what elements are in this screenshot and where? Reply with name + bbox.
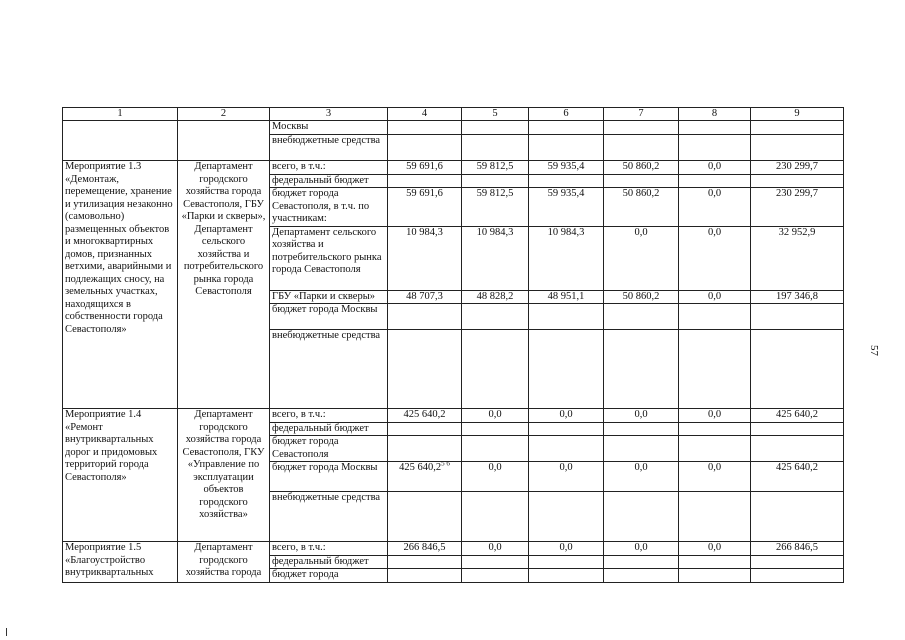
value-cell: 0,0	[679, 290, 751, 304]
funding-source: федеральный бюджет	[270, 555, 388, 569]
header-cell: 3	[270, 108, 388, 121]
value-cell: 0,0	[679, 188, 751, 227]
activity-cell	[63, 121, 178, 161]
funding-source: бюджет города Севастополя	[270, 436, 388, 462]
value-cell	[388, 462, 462, 492]
header-cell: 5	[462, 108, 529, 121]
value-cell: 0,0	[529, 542, 604, 556]
value-cell: 0,0	[604, 542, 679, 556]
header-cell: 8	[679, 108, 751, 121]
value-cell: 48 951,1	[529, 290, 604, 304]
value-cell: 59 935,4	[529, 188, 604, 227]
executor-name: Департамент городского хозяйства города	[178, 542, 270, 583]
budget-table	[62, 107, 844, 583]
value-cell: 197 346,8	[751, 290, 844, 304]
funding-source: ГБУ «Парки и скверы»	[270, 290, 388, 304]
value-cell: 59 812,5	[462, 161, 529, 175]
table-row	[63, 161, 844, 175]
value-cell: 0,0	[604, 226, 679, 290]
funding-source: Москвы	[270, 121, 388, 135]
value-cell: 0,0	[679, 542, 751, 556]
funding-source: Департамент сельского хозяйства и потребительского рынка города Севастополя	[270, 226, 388, 290]
header-cell: 9	[751, 108, 844, 121]
scan-mark	[6, 628, 7, 636]
activity-title: Мероприятие 1.5 «Благоустройство внутриквартальных	[63, 542, 178, 583]
funding-source: внебюджетные средства	[270, 330, 388, 409]
funding-source: бюджет города Москвы	[270, 304, 388, 330]
value-cell: 0,0	[462, 542, 529, 556]
value-cell: 10 984,3	[462, 226, 529, 290]
value-cell: 0,0	[462, 462, 529, 492]
value-cell: 0,0	[604, 409, 679, 423]
funding-source: внебюджетные средства	[270, 492, 388, 542]
value-cell: 266 846,5	[751, 542, 844, 556]
value-cell: 0,0	[529, 462, 604, 492]
value-cell: 425 640,2	[751, 462, 844, 492]
value-cell: 0,0	[604, 462, 679, 492]
table-row	[63, 121, 844, 135]
table-row	[63, 409, 844, 423]
value-cell: 230 299,7	[751, 188, 844, 227]
value-cell: 0,0	[679, 161, 751, 175]
funding-source: федеральный бюджет	[270, 174, 388, 188]
executor-name: Департамент городского хозяйства города Севастополя, ГБУ «Парки и скверы», Департамент сельского хозяйства и потребительского рынка города Севастополя	[178, 161, 270, 409]
value-cell: 59 812,5	[462, 188, 529, 227]
table-row	[63, 542, 844, 556]
executor-cell	[178, 121, 270, 161]
page-number: 57	[868, 345, 880, 356]
value-cell: 48 828,2	[462, 290, 529, 304]
value-cell: 59 691,6	[388, 161, 462, 175]
value-cell: 50 860,2	[604, 290, 679, 304]
header-cell: 6	[529, 108, 604, 121]
funding-source: внебюджетные средства	[270, 135, 388, 161]
executor-name: Департамент городского хозяйства города Севастополя, ГКУ «Управление по эксплуатации объектов городского хозяйства»	[178, 409, 270, 542]
value-cell: 59 935,4	[529, 161, 604, 175]
header-row	[63, 108, 844, 121]
activity-title: Мероприятие 1.3 «Демонтаж, перемещение, хранение и утилизация незаконно (самовольно) размещенных объектов и многоквартирных домов, признанных ветхими, аварийными и подлежащих сносу, на земельных участках, находящихся в собственности города Севастополя»	[63, 161, 178, 409]
value-cell: 0,0	[679, 409, 751, 423]
funding-source: бюджет города Севастополя, в т.ч. по участникам:	[270, 188, 388, 227]
funding-source: бюджет города Москвы	[270, 462, 388, 492]
value-cell: 48 707,3	[388, 290, 462, 304]
value-cell: 32 952,9	[751, 226, 844, 290]
value-cell: 50 860,2	[604, 188, 679, 227]
value-cell: 230 299,7	[751, 161, 844, 175]
value-cell: 50 860,2	[604, 161, 679, 175]
funding-source: всего, в т.ч.:	[270, 161, 388, 175]
funding-source: всего, в т.ч.:	[270, 409, 388, 423]
footnote-mark: 5 6	[441, 461, 450, 468]
header-cell: 1	[63, 108, 178, 121]
header-cell: 7	[604, 108, 679, 121]
value-cell: 425 640,2	[751, 409, 844, 423]
funding-source: бюджет города	[270, 569, 388, 583]
funding-source: всего, в т.ч.:	[270, 542, 388, 556]
value-cell: 266 846,5	[388, 542, 462, 556]
value-cell: 0,0	[679, 462, 751, 492]
value-text: 425 640,2	[399, 462, 442, 473]
funding-source: федеральный бюджет	[270, 422, 388, 436]
value-cell: 10 984,3	[529, 226, 604, 290]
value-cell: 10 984,3	[388, 226, 462, 290]
value-cell: 59 691,6	[388, 188, 462, 227]
header-cell: 2	[178, 108, 270, 121]
value-cell: 0,0	[529, 409, 604, 423]
activity-title: Мероприятие 1.4 «Ремонт внутриквартальных дорог и придомовых территорий города Севастополя»	[63, 409, 178, 542]
value-cell: 0,0	[679, 226, 751, 290]
header-cell: 4	[388, 108, 462, 121]
value-cell: 425 640,2	[388, 409, 462, 423]
value-cell: 0,0	[462, 409, 529, 423]
